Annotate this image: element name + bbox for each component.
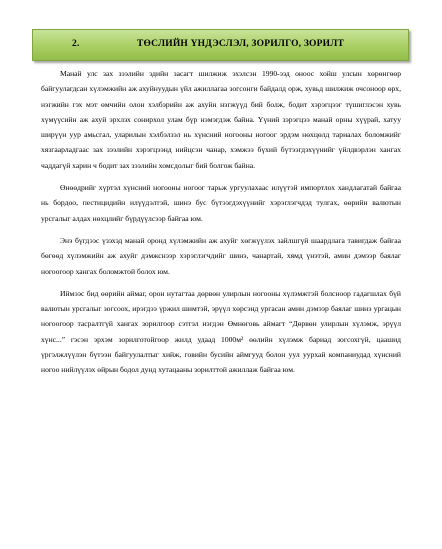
paragraph-3: Энэ бүгдээс үзэхэд манай оронд хүлэмжийн аж ахуйг хөгжүүлэх зайлшгүй шаардлага тавигдаж байгаа бөгөөд хүлэмжийн аж ахуйг дэмжснээр хэрэглэгчдийг шинэ, чанартай, хямд үнэтэй, амин дэмээр баялаг ногоогоор хангах боломжтой болох юм. [41,235,401,276]
section-title: ТӨСЛИЙН ҮНДЭСЛЭЛ, ЗОРИЛГО, ЗОРИЛТ [137,39,345,49]
document-body [41,66,401,385]
paragraph-2: Өнөөдрийг хүртэл хүнсний ногооны ногоог тарьж ургуулахаас илүүтэй импортлох хандлагатай байгаа нь бордоо, пестицидийн илүүдэлтэй, шинэ бус бүтээгдэхүүнийг хэрэглэгчдэд тулгах, өөрийн валютын урсгалыг алдах нөхцлийг бүрдүүлсээр байгаа юм. [41,183,401,223]
paragraph-4: Иймээс бид өөрийн аймаг, орон нутагтаа дөрвөн улирлын ногооны хүлэмжтэй болсноор гадагшлах бүй валютын урсгалыг зогсоох, ирэгдээ үржил шимтэй, эрүүл хөрсэнд ургасан амин дэмээр баялаг шинэ ургацын ногоогоор тасралтгүй хангах зорилгоор сэтгэл нэгдэн Өмнөговь аймагт “Дөрвөн улирлын хүлэмж, эрүүл хүнс...” гэсэн эрхэм зорилготойгоор жилд удаад 1000м² өөлийн хүлэмж бариад зогсохгүй, цаашид үргэлжлүүлэн бүтээн байгуулалтыг хийж, говийн бусийн аймгууд болон уул уурхай компаниудад хүнсний ногоо нийлүүлэх өйрын бодол дунд хутацааны зорилттой ажиллаж байгаа юм. [41,288,401,375]
section-heading-bar [32,29,409,61]
section-number: 2. [72,39,80,49]
paragraph-1: Манай улс зах зээлийн эдийн засагт шилжиж эхэлсэн 1990-ээд оноос хойш улсын хөрөнгөөр байгуулагдсан хүлэмжийн аж ахуйнуудын үйл ажиллагаа зогсонги байдалд орж, хувьд шилжиж очсоноор өрх, нэгжийн гэх мэт өмчийн олон хэлбэрийн аж ахуйн нэгжүүд бий болж, бодит хэрэгцээг түшиглэсэн хувь хүмүүсийн аж ахуй эрхлэх сонирхол улам бүр нэмэгдэж байна. Үүний зэрэгцээ манай орны хүүрай, хатуу ширүүн уур амьсгал, уларилын хэлбэлзэл нь хүнсний ногооны ногоог эрдэм нөхцөлд тариалах боломжийг хязгаарладгаас зах зээлийн хэрэгцээнд нийцсэн чанар, хэмжээ бүхий бүтээгдэхүүнийг үйлдвэрлэн хангах чаддагүй харин ч бодит зах зээлийн хомсдолыг бий болгож байна. [41,69,401,170]
